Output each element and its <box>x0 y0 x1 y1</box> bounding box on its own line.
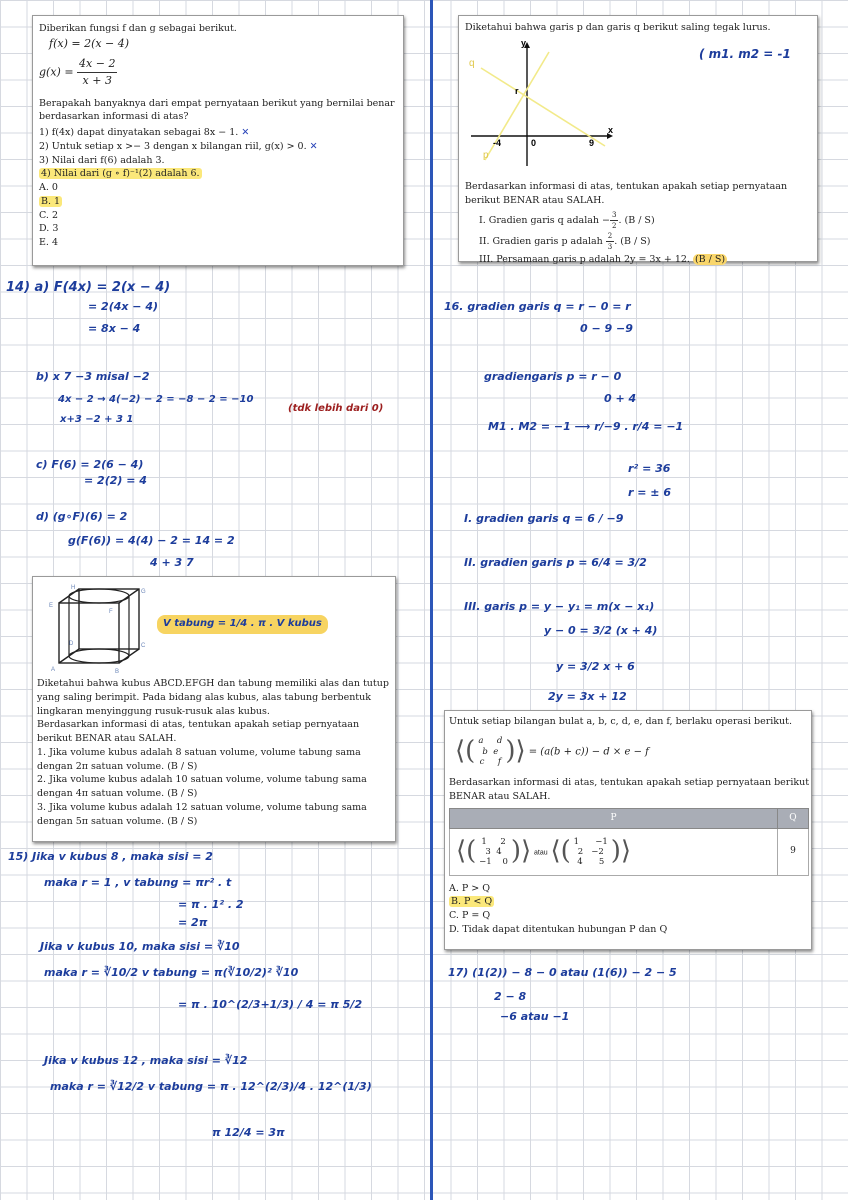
question-15-card <box>32 576 396 842</box>
q16-statements <box>479 210 727 266</box>
q14-statement-3: 3) Nilai dari f(6) adalah 3. <box>39 154 165 166</box>
q16-statement-3: III. Persamaan garis p adalah 2y = 3x + 12. (B / S) <box>479 253 726 265</box>
hw-14d-2: g(F(6)) = 4(4) − 2 = 14 = 2 <box>68 534 235 547</box>
q14-option-d[interactable]: D. 3 <box>39 223 59 235</box>
q14-option-a[interactable]: A. 0 <box>39 182 58 194</box>
page-divider <box>430 0 433 1200</box>
vertex-A: A <box>51 667 56 673</box>
q15-statement-1: 1. Jika volume kubus adalah 8 satuan volume, volume tabung sama dengan 2π satuan volume. (B / S) <box>37 746 361 772</box>
hw-15a-3: = π . 1² . 2 <box>178 898 244 911</box>
hw-16-iii-2: y − 0 = 3/2 (x + 4) <box>544 624 658 637</box>
hw-14b-1: b) x 7 −3 misal −2 <box>36 370 150 383</box>
q14-g-denominator: x + 3 <box>82 73 112 87</box>
q17-option-d[interactable]: D. Tidak dapat ditentukan hubungan P dan Q <box>449 924 668 936</box>
q14-statement-2: 2) Untuk setiap x >− 3 dengan x bilangan riil, g(x) > 0. ✕ <box>39 140 318 152</box>
q14-option-e[interactable]: E. 4 <box>39 237 59 249</box>
hw-14c-1: c) F(6) = 2(6 − 4) <box>36 458 144 471</box>
hw-15b-1: Jika v kubus 10, maka sisi = ∛10 <box>40 940 240 953</box>
q17-operation: ⟨( a d b e c f )⟩ = (a(b + c)) − d × e − f <box>455 735 649 767</box>
hw-14d-1: d) (g∘F)(6) = 2 <box>36 510 128 523</box>
hw-17c: −6 atau −1 <box>500 1010 570 1023</box>
q17-option-b[interactable]: B. P < Q <box>451 896 493 908</box>
vertex-D: D <box>69 641 74 647</box>
vertex-B: B <box>115 669 120 675</box>
wrong-mark-icon: ✕ <box>241 127 250 139</box>
hw-14b-3: x+3 −2 + 3 1 <box>60 414 134 425</box>
q15-text: Diketahui bahwa kubus ABCD.EFGH dan tabung memiliki alas dan tutup yang saling berimpit. Pada bidang alas kubus, alas tabung berbentuk lingkaran menyinggung rusuk-rusuk alas kubus. <box>37 678 389 717</box>
hw-15c-3: π 12/4 = 3π <box>212 1126 285 1139</box>
question-17-card <box>444 710 812 950</box>
column-q-header: Q <box>778 808 809 828</box>
hw-14a-1: 14) a) F(4x) = 2(x − 4) <box>6 280 171 295</box>
hw-15b-2: maka r = ∛10/2 v tabung = π(∛10/2)² ∛10 <box>44 966 299 979</box>
hw-16d: r² = 36 <box>628 462 671 475</box>
hw-14a-2: = 2(4x − 4) <box>88 300 159 313</box>
hw-15c-2: maka r = ∛12/2 v tabung = π . 12^(2/3)/4 . 12^(1/3) <box>50 1080 372 1093</box>
cylinder-bottom <box>69 649 129 663</box>
cube-back-face <box>79 589 139 649</box>
p-matrix-1: 1 2 3 4 −1 0 <box>479 836 508 867</box>
hw-16b-1: gradiengaris p = r − 0 <box>484 370 622 383</box>
hw-15b-3: = π . 10^(2/3+1/3) / 4 = π 5/2 <box>178 998 363 1011</box>
q15-body <box>37 677 391 828</box>
hw-15a-4: = 2π <box>178 916 208 929</box>
y-axis-label: y <box>521 38 527 48</box>
q14-intro: Diberikan fungsi f dan g sebagai berikut. <box>39 23 237 34</box>
hw-14c-2: = 2(2) = 4 <box>84 474 147 487</box>
hw-16-i: I. gradien garis q = 6 / −9 <box>464 512 624 525</box>
vertex-H: H <box>71 585 76 591</box>
hw-16-ii: II. gradien garis p = 6/4 = 3/2 <box>464 556 647 569</box>
q17-operation-matrix: a d b e c f <box>478 736 503 767</box>
hw-15a-1: 15) Jika v kubus 8 , maka sisi = 2 <box>8 850 213 863</box>
cylinder-top <box>69 589 129 603</box>
hw-16e: r = ± 6 <box>628 486 672 499</box>
vertex-F: F <box>109 609 113 615</box>
q14-g-def <box>39 56 403 89</box>
q16-graph <box>465 38 625 168</box>
q14-f-def: f(x) = 2(x − 4) <box>49 36 130 50</box>
q17-option-c[interactable]: C. P = Q <box>449 910 491 922</box>
cell-p: ⟨( 1 2 3 4 −1 0 )⟩ atau ⟨( 1 −1 2 −2 4 5 )⟩ <box>450 829 778 876</box>
atau-label: atau <box>533 849 548 857</box>
hw-16-iii-3: y = 3/2 x + 6 <box>556 660 635 673</box>
cube-cylinder-figure <box>45 583 155 675</box>
vertex-E: E <box>49 603 54 609</box>
hw-16a-2: 0 − 9 −9 <box>580 322 633 335</box>
hw-16b-2: 0 + 4 <box>604 392 637 405</box>
hw-16-iii-1: III. garis p = y − y₁ = m(x − x₁) <box>464 600 655 613</box>
q16-statement-1: I. Gradien garis q adalah − $\frac{3}{2}$ . (B / S) <box>479 211 655 231</box>
q14-g-lhs: g(x) = <box>39 65 74 79</box>
q14-g-fraction <box>77 56 117 89</box>
r-label: r <box>515 86 519 96</box>
hw-15c-1: Jika v kubus 12 , maka sisi = ∛12 <box>44 1054 248 1067</box>
q16-note: ( m1. m2 = -1 <box>699 47 791 61</box>
q14-g-numerator: 4x − 2 <box>77 56 117 73</box>
q17-compare-table <box>449 808 809 876</box>
hw-17a: 17) (1(2)) − 8 − 0 atau (1(6)) − 2 − 5 <box>448 966 677 979</box>
q15-statement-2: 2. Jika volume kubus adalah 10 satuan volume, volume tabung sama dengan 4π satuan volume. (B / S) <box>37 774 367 800</box>
cell-q: 9 <box>778 829 809 876</box>
hw-16-iii-4: 2y = 3x + 12 <box>548 690 627 703</box>
hw-14b-red-note: (tdk lebih dari 0) <box>288 403 384 414</box>
q15-statement-3: 3. Jika volume kubus adalah 12 satuan volume, volume tabung sama dengan 5π satuan volume. (B / S) <box>37 801 367 827</box>
tick-9: 9 <box>589 138 595 148</box>
hw-16a: 16. gradien garis q = r − 0 = r <box>444 300 631 313</box>
q14-question: Berapakah banyaknya dari empat pernyataan berikut yang bernilai benar berdasarkan informasi di atas? <box>39 97 395 123</box>
hw-14d-3: 4 + 3 7 <box>150 556 194 569</box>
question-14-card <box>32 15 404 266</box>
q15-note: V tabung = 1/4 . π . V kubus <box>157 615 328 634</box>
tick-neg4: -4 <box>493 138 502 148</box>
q14-statement-4: 4) Nilai dari (g ∘ f)⁻¹(2) adalah 6. <box>41 168 200 180</box>
q16-question: Berdasarkan informasi di atas, tentukan apakah setiap pernyataan berikut BENAR atau SALAH. <box>465 181 788 206</box>
tick-0: 0 <box>531 138 537 148</box>
q14-option-b[interactable]: B. 1 <box>41 195 61 207</box>
x-axis-label: x <box>608 125 614 135</box>
question-16-card <box>458 15 818 265</box>
q14-statement-1: 1) f(4x) dapat dinyatakan sebagai 8x − 1. ✕ <box>39 127 250 139</box>
hw-15a-2: maka r = 1 , v tabung = πr² . t <box>44 876 232 889</box>
q15-question: Berdasarkan informasi di atas, tentukan apakah setiap pernyataan berikut BENAR atau SALAH. <box>37 719 360 745</box>
hw-14a-3: = 8x − 4 <box>88 322 141 335</box>
hw-14b-2: 4x − 2 → 4(−2) − 2 = −8 − 2 = −10 <box>58 394 254 405</box>
q17-question: Berdasarkan informasi di atas, tentukan apakah setiap pernyataan berikut BENAR atau SALAH. <box>449 777 810 803</box>
hw-17b: 2 − 8 <box>494 990 527 1003</box>
hw-16c: M1 . M2 = −1 ⟶ r/−9 . r/4 = −1 <box>488 420 684 433</box>
q-label: q <box>469 58 475 69</box>
q17-formula: = (a(b + c)) − d × e − f <box>528 746 649 758</box>
wrong-mark-icon: ✕ <box>309 140 318 152</box>
vertex-G: G <box>141 589 146 595</box>
q17-option-a[interactable]: A. P > Q <box>449 882 491 894</box>
q16-intro: Diketahui bahwa garis p dan garis q berikut saling tegak lurus. <box>465 22 771 33</box>
q17-intro: Untuk setiap bilangan bulat a, b, c, d, e, dan f, berlaku operasi berikut. <box>449 716 792 727</box>
vertex-C: C <box>141 643 146 649</box>
p-label: p <box>483 150 489 161</box>
q14-option-c[interactable]: C. 2 <box>39 209 59 221</box>
column-p-header: P <box>450 808 778 828</box>
q16-statement-2: II. Gradien garis p adalah $\frac{2}{3}$ . (B / S) <box>479 232 651 252</box>
p-matrix-2: 1 −1 2 −2 4 5 <box>573 836 608 867</box>
